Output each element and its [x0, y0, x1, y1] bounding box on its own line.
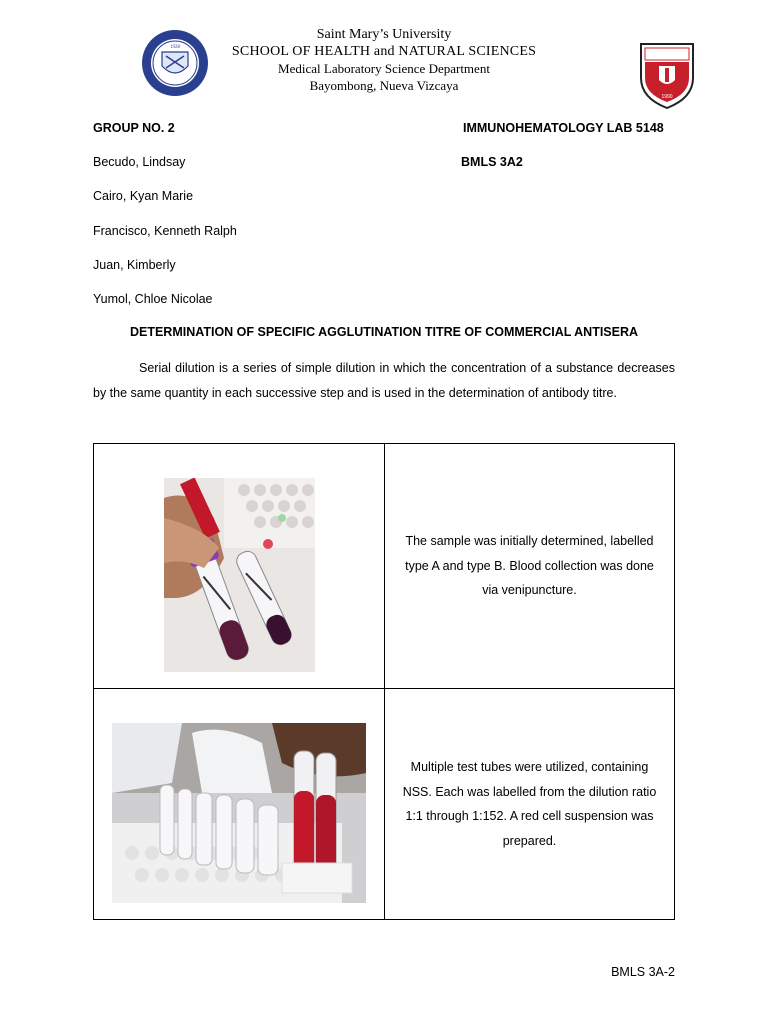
- image-cell: [94, 689, 385, 920]
- table-row: [94, 689, 675, 920]
- member-name: Becudo, Lindsay: [93, 155, 186, 169]
- department-shield-logo: [637, 38, 697, 110]
- document-title: DETERMINATION OF SPECIFIC AGGLUTINATION TITRE OF COMMERCIAL ANTISERA: [129, 325, 639, 339]
- page-footer: BMLS 3A-2: [611, 965, 675, 979]
- image-cell: [94, 444, 385, 689]
- member-name: Cairo, Kyan Marie: [93, 189, 194, 203]
- caption-cell: Multiple test tubes were utilized, containing NSS. Each was labelled from the dilution ratio 1:1 through 1:152. A red cell suspension was prepared.: [385, 689, 675, 920]
- school-name: SCHOOL OF HEALTH and NATURAL SCIENCES: [231, 44, 537, 59]
- member-name: Francisco, Kenneth Ralph: [93, 224, 237, 238]
- letterhead: [0, 24, 768, 104]
- group-number: GROUP NO. 2: [93, 121, 175, 135]
- table-row: [94, 444, 675, 689]
- blood-tubes-photo: [164, 478, 315, 672]
- procedure-table: [93, 443, 675, 920]
- member-name: Yumol, Chloe Nicolae: [93, 292, 213, 306]
- caption-cell: The sample was initially determined, labelled type A and type B. Blood collection was done via venipuncture.: [385, 444, 675, 689]
- svg-text:1990: 1990: [661, 94, 673, 100]
- section: BMLS 3A2: [461, 155, 523, 169]
- university-name: Saint Mary’s University: [316, 27, 452, 42]
- intro-paragraph: Serial dilution is a series of simple dilution in which the concentration of a substance decreases by the same quantity in each successive step and is used in the determination of antibody titre.: [93, 361, 675, 400]
- course-name: IMMUNOHEMATOLOGY LAB 5148: [463, 121, 664, 135]
- letterhead-text: [190, 26, 578, 94]
- location: Bayombong, Nueva Vizcaya: [309, 78, 459, 93]
- test-tubes-photo: [112, 723, 366, 903]
- member-name: Juan, Kimberly: [93, 258, 176, 272]
- department-name: Medical Laboratory Science Department: [278, 61, 490, 76]
- svg-text:1928: 1928: [170, 45, 180, 50]
